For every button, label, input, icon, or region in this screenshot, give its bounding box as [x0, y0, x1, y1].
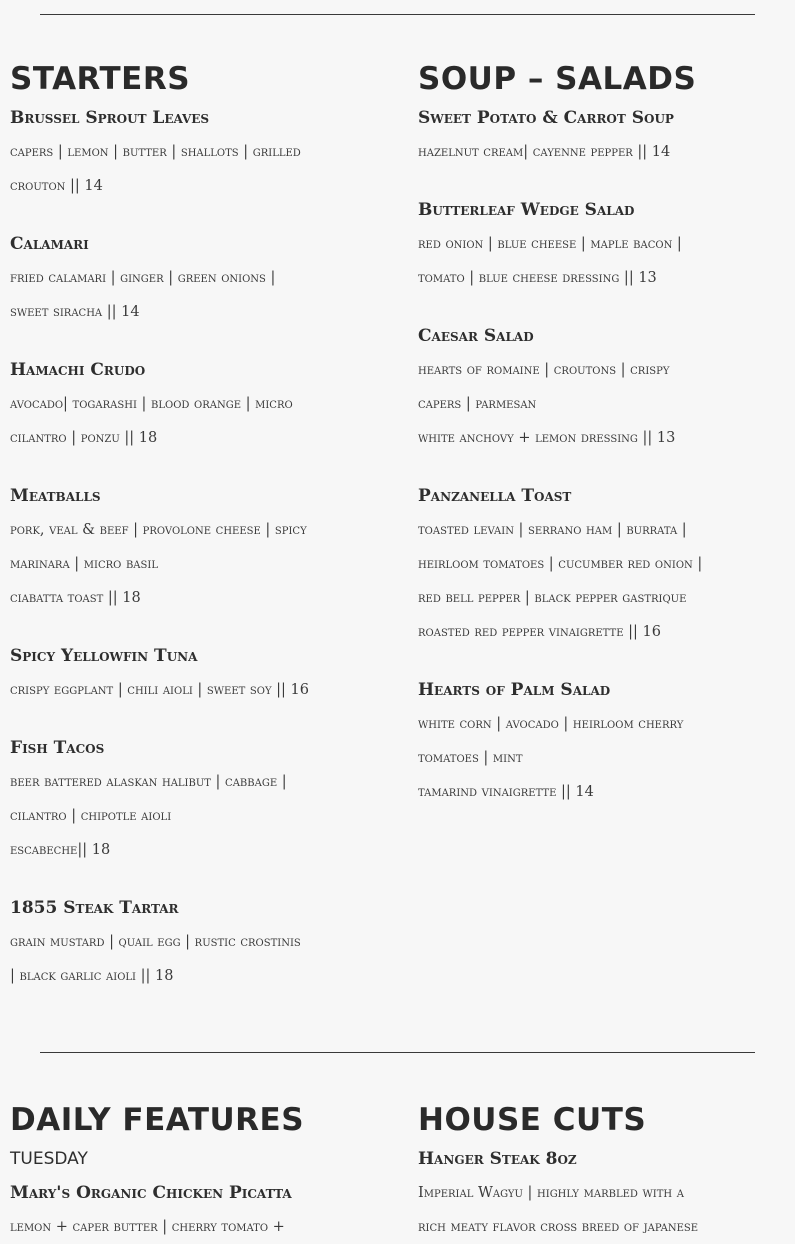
menu-item-desc-line: crouton || 14	[10, 178, 103, 194]
menu-item-name: Hearts of Palm Salad	[418, 680, 611, 700]
menu-item-name: Meatballs	[10, 486, 101, 506]
menu-item	[418, 193, 793, 295]
item-spacer	[418, 169, 793, 193]
menu-item	[10, 227, 385, 329]
daily-features-heading: DAILY FEATURES	[10, 1102, 305, 1138]
item-spacer	[10, 707, 385, 731]
menu-item-description	[418, 353, 793, 455]
menu-item	[418, 319, 793, 455]
menu-item	[10, 101, 385, 203]
item-spacer	[418, 649, 793, 673]
menu-item-desc-line: avocado| togarashi | blood orange | micro	[10, 396, 293, 412]
menu-item-desc-line: sweet siracha || 14	[10, 304, 140, 320]
menu-item-desc-line: grain mustard | quail egg | rustic crostinis	[10, 934, 301, 950]
feature-item-description	[10, 1210, 385, 1244]
menu-item	[418, 101, 793, 169]
item-spacer	[10, 455, 385, 479]
menu-item-desc-line: pork, veal & beef | provolone cheese | spicy	[10, 522, 307, 538]
menu-item-description	[10, 135, 385, 203]
house-cut-desc-line: Imperial Wagyu | highly marbled with a	[418, 1185, 684, 1201]
menu-item-name: Spicy Yellowfin Tuna	[10, 646, 198, 666]
menu-item-description	[10, 673, 385, 707]
menu-item-name: Brussel Sprout Leaves	[10, 108, 210, 128]
house-cuts-section	[418, 1098, 793, 1244]
soup-salads-section	[418, 57, 793, 809]
item-spacer	[10, 867, 385, 891]
menu-item	[10, 639, 385, 707]
menu-item-description	[10, 925, 385, 993]
house-cut-desc-line: rich meaty flavor cross breed of japanese	[418, 1219, 699, 1235]
menu-item-name: Panzanella Toast	[418, 486, 572, 506]
menu-item-desc-line: marinara | micro basil	[10, 556, 158, 572]
menu-item-name: 1855 Steak Tartar	[10, 898, 179, 918]
menu-item-description	[418, 227, 793, 295]
menu-item-description	[418, 513, 793, 649]
menu-item	[10, 891, 385, 993]
menu-item-description	[418, 135, 793, 169]
menu-item-name: Calamari	[10, 234, 89, 254]
menu-item-description	[10, 513, 385, 615]
menu-item-desc-line: crispy eggplant | chili aioli | sweet soy || 16	[10, 682, 309, 698]
menu-item-desc-line: cilantro | ponzu || 18	[10, 430, 158, 446]
house-cut-item-name: Hanger Steak 8oz	[418, 1149, 577, 1169]
menu-item-description	[10, 387, 385, 455]
item-spacer	[418, 455, 793, 479]
menu-item-desc-line: fried calamari | ginger | green onions |	[10, 270, 276, 286]
menu-item	[418, 673, 793, 809]
menu-item-desc-line: red onion | blue cheese | maple bacon |	[418, 236, 682, 252]
menu-item-description	[10, 261, 385, 329]
menu-item-desc-line: cilantro | chipotle aioli	[10, 808, 172, 824]
menu-item-desc-line: capers | parmesan	[418, 396, 537, 412]
menu-item-desc-line: heirloom tomatoes | cucumber red onion |	[418, 556, 703, 572]
daily-features-section	[10, 1098, 385, 1244]
menu-item-description	[10, 765, 385, 867]
menu-item-desc-line: roasted red pepper vinaigrette || 16	[418, 624, 661, 640]
menu-item-desc-line: tamarind vinaigrette || 14	[418, 784, 594, 800]
menu-item-desc-line: white anchovy + lemon dressing || 13	[418, 430, 676, 446]
middle-divider	[40, 1052, 755, 1053]
menu-item	[10, 479, 385, 615]
menu-item	[10, 353, 385, 455]
feature-item-name: Mary's Organic Chicken Picatta	[10, 1183, 292, 1203]
menu-item-name: Sweet Potato & Carrot Soup	[418, 108, 674, 128]
menu-item-desc-line: hazelnut cream| cayenne pepper || 14	[418, 144, 671, 160]
starters-heading: STARTERS	[10, 61, 191, 97]
menu-item-desc-line: red bell pepper | black pepper gastrique	[418, 590, 687, 606]
menu-item-desc-line: escabeche|| 18	[10, 842, 111, 858]
soup-salads-heading: SOUP – SALADS	[418, 61, 697, 97]
item-spacer	[10, 329, 385, 353]
starters-section	[10, 57, 385, 993]
menu-item-desc-line: toasted levain | serrano ham | burrata |	[418, 522, 687, 538]
menu-item-name: Hamachi Crudo	[10, 360, 146, 380]
menu-item-desc-line: tomatoes | mint	[418, 750, 523, 766]
item-spacer	[10, 615, 385, 639]
menu-item-desc-line: hearts of romaine | croutons | crispy	[418, 362, 670, 378]
menu-item-name: Fish Tacos	[10, 738, 105, 758]
menu-item-name: Caesar Salad	[418, 326, 534, 346]
menu-item-desc-line: beer battered alaskan halibut | cabbage |	[10, 774, 287, 790]
feature-item-desc-line: lemon + caper butter | cherry tomato +	[10, 1219, 285, 1235]
house-cut-item-description	[418, 1176, 793, 1244]
menu-item-desc-line: | black garlic aioli || 18	[10, 968, 174, 984]
menu-item-name: Butterleaf Wedge Salad	[418, 200, 635, 220]
house-cuts-heading: HOUSE CUTS	[418, 1102, 647, 1138]
menu-item-desc-line: tomato | blue cheese dressing || 13	[418, 270, 657, 286]
menu-item	[10, 731, 385, 867]
top-divider	[40, 14, 755, 15]
menu-item-desc-line: white corn | avocado | heirloom cherry	[418, 716, 684, 732]
feature-day: TUESDAY	[10, 1149, 88, 1169]
menu-item-description	[418, 707, 793, 809]
item-spacer	[10, 203, 385, 227]
menu-item-desc-line: capers | lemon | butter | shallots | grilled	[10, 144, 301, 160]
item-spacer	[418, 295, 793, 319]
menu-item	[418, 479, 793, 649]
menu-item-desc-line: ciabatta toast || 18	[10, 590, 141, 606]
